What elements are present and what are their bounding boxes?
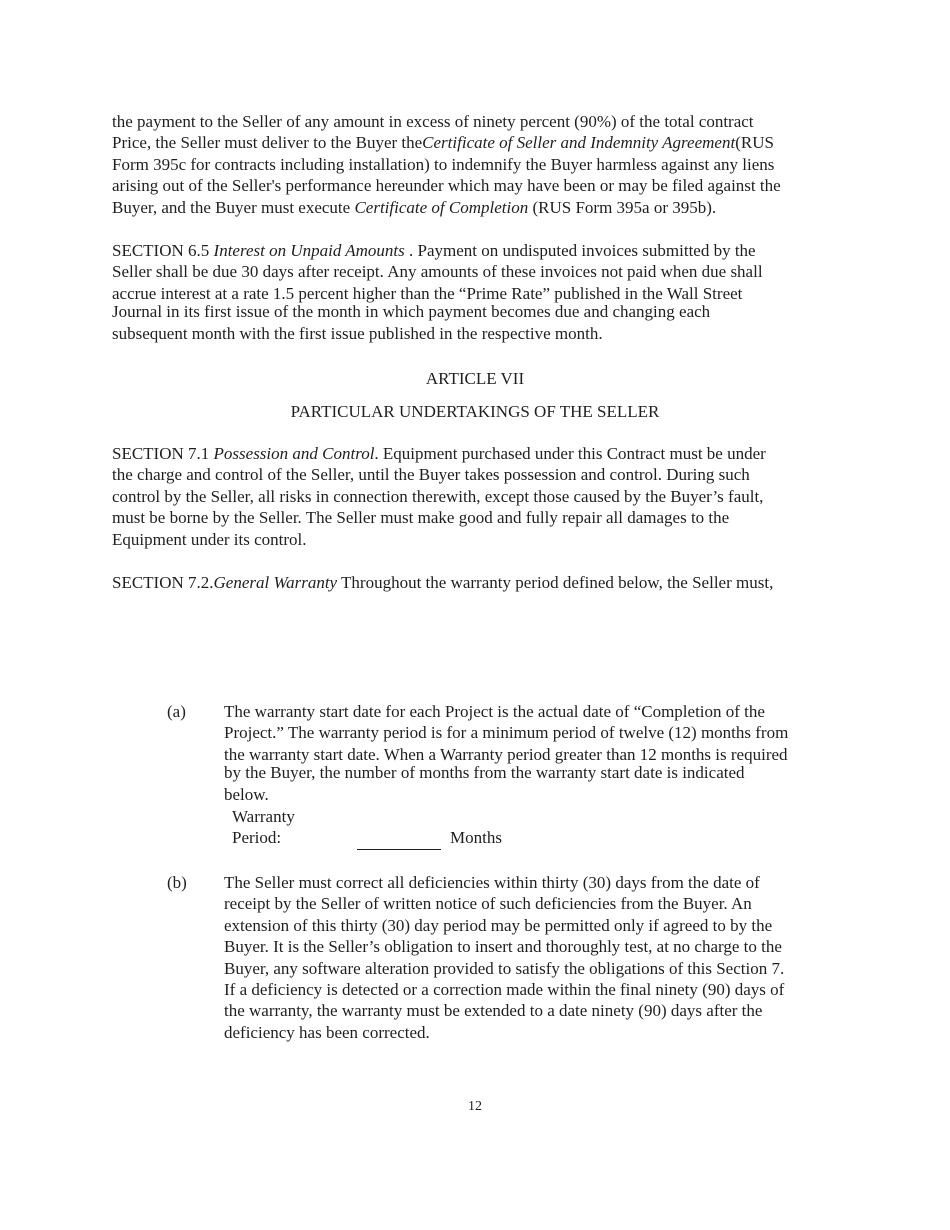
indemnity-agreement-title: Certificate of Seller and Indemnity Agreement [422, 133, 736, 153]
text-line: Period: [232, 828, 282, 848]
item-body [224, 872, 784, 1043]
text-line: subsequent month with the first issue published in the respective month. [112, 323, 603, 343]
text-line: Warranty [232, 807, 295, 826]
section-number: SECTION 6.5 [112, 241, 214, 260]
warranty-period-label [232, 806, 632, 849]
section-number: SECTION 7.2. [112, 573, 214, 592]
text-line: Project.” The warranty period is for a minimum period of twelve (12) months from [224, 723, 789, 743]
section-title: Possession and Control [213, 444, 375, 463]
item-label: (a) [167, 702, 186, 721]
text-line: Buyer. It is the Seller’s obligation to insert and thoroughly test, at no charge to the [224, 937, 782, 957]
item-label: (b) [167, 873, 187, 892]
article-number: ARTICLE VII [425, 369, 525, 388]
text-line: If a deficiency is detected or a correction made within the final ninety (90) days of [224, 980, 785, 1000]
section-title: General Warranty [213, 573, 338, 592]
text-span: . Equipment purchased under this Contract must be under [374, 444, 766, 463]
text-line: the payment to the Seller of any amount in excess of ninety percent (90%) of the total contract [112, 112, 754, 131]
text-line: arising out of the Seller's performance hereunder which may have been or may be filed against the [112, 176, 781, 196]
text-line: receipt by the Seller of written notice of such deficiencies from the Buyer. An [224, 894, 752, 914]
text-line: by the Buyer, the number of months from the warranty start date is indicated [224, 763, 745, 783]
text-span: . Payment on undisputed invoices submitted by the [404, 241, 756, 260]
section-number: SECTION 7.1 [112, 444, 214, 463]
text-line: Buyer, any software alteration provided to satisfy the obligations of this Section 7. [224, 958, 785, 978]
text-line: extension of this thirty (30) day period may be permitted only if agreed to by the [224, 915, 773, 935]
text-span: Throughout the warranty period defined below, the Seller must, [337, 573, 774, 592]
text-span: (RUS [735, 133, 774, 153]
list-item-b [167, 872, 857, 1052]
text-line: must be borne by the Seller. The Seller must make good and fully repair all damages to the [112, 508, 730, 528]
text-span: (RUS Form 395a or 395b). [528, 197, 717, 217]
text-span: Buyer, and the Buyer must execute [112, 197, 355, 217]
section-heading-line [112, 572, 852, 593]
text-line: control by the Seller, all risks in connection therewith, except those caused by the Buyer’s fault, [112, 486, 764, 506]
list-item-a [167, 701, 857, 811]
section-7-1 [112, 443, 852, 550]
section-6-5 [112, 240, 852, 344]
section-heading-line [112, 240, 852, 261]
text-line: below. [224, 784, 269, 804]
text-line: The Seller must correct all deficiencies within thirty (30) days from the date of [224, 873, 760, 892]
article-title: PARTICULAR UNDERTAKINGS OF THE SELLER [290, 402, 660, 421]
section-title: Interest on Unpaid Amounts [213, 241, 405, 260]
text-line: deficiency has been corrected. [224, 1022, 430, 1042]
completion-certificate-title: Certificate of Completion [354, 197, 529, 217]
page-number: 12 [468, 1099, 482, 1114]
section-heading-line [112, 443, 852, 464]
text-line: Journal in its first issue of the month in which payment becomes due and changing each [112, 302, 711, 322]
payment-paragraph [112, 111, 852, 218]
warranty-months-blank[interactable] [357, 849, 441, 850]
text-line: Equipment under its control. [112, 529, 307, 549]
text-line: accrue interest at a rate 1.5 percent higher than the “Prime Rate” published in the Wall Street [112, 283, 743, 303]
text-line [112, 132, 852, 153]
text-line [112, 197, 852, 218]
warranty-months-unit: Months [450, 828, 502, 847]
text-line: the warranty, the warranty must be extended to a date ninety (90) days after the [224, 1001, 763, 1021]
text-line: Form 395c for contracts including installation) to indemnify the Buyer harmless against any liens [112, 154, 775, 174]
section-7-2 [112, 572, 852, 593]
text-line: Seller shall be due 30 days after receipt. Any amounts of these invoices not paid when due shall [112, 262, 763, 282]
item-body [224, 701, 788, 805]
text-line: the charge and control of the Seller, until the Buyer takes possession and control. During such [112, 465, 750, 485]
text-span: Price, the Seller must deliver to the Buyer the [112, 133, 423, 153]
text-line: The warranty start date for each Project is the actual date of “Completion of the [224, 702, 765, 721]
text-line: the warranty start date. When a Warranty period greater than 12 months is required [224, 744, 788, 764]
